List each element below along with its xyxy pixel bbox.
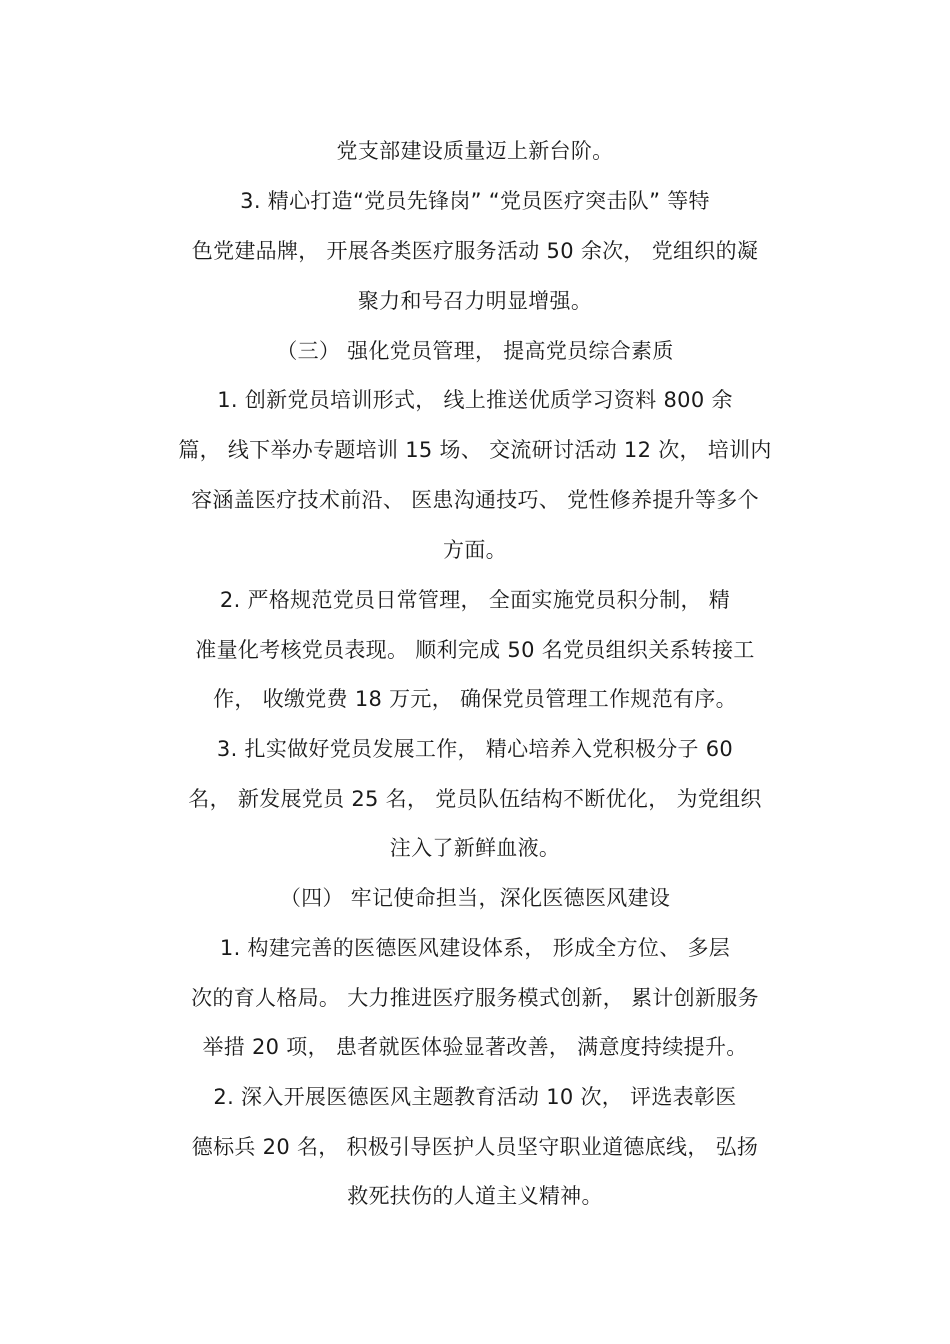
text-line: 党支部建设质量迈上新台阶。 bbox=[336, 139, 614, 163]
text-line: 作， 收缴党费 18 万元， 确保党员管理工作规范有序。 bbox=[213, 687, 737, 711]
text-line: 德标兵 20 名， 积极引导医护人员坚守职业道德底线， 弘扬 bbox=[191, 1135, 759, 1159]
text-line: 准量化考核党员表现。 顺利完成 50 名党员组织关系转接工 bbox=[195, 638, 755, 662]
text-line: 注入了新鲜血液。 bbox=[389, 836, 561, 860]
text-line: 色党建品牌， 开展各类医疗服务活动 50 余次， 党组织的凝 bbox=[191, 239, 759, 263]
section-heading: （三） 强化党员管理， 提高党员综合素质 bbox=[276, 339, 674, 363]
text-line: 名， 新发展党员 25 名， 党员队伍结构不断优化， 为党组织 bbox=[188, 787, 762, 811]
text-line: 2. 严格规范党员日常管理， 全面实施党员积分制， 精 bbox=[219, 588, 731, 612]
text-line: 容涵盖医疗技术前沿、 医患沟通技巧、 党性修养提升等多个 bbox=[191, 488, 759, 512]
text-line: 3. 扎实做好党员发展工作， 精心培养入党积极分子 60 bbox=[216, 737, 734, 761]
text-line: 举措 20 项， 患者就医体验显著改善， 满意度持续提升。 bbox=[202, 1035, 748, 1059]
section-heading: （四） 牢记使命担当，深化医德医风建设 bbox=[279, 886, 671, 910]
text-line: 聚力和号召力明显增强。 bbox=[357, 289, 593, 313]
text-line: 1. 创新党员培训形式， 线上推送优质学习资料 800 余 bbox=[217, 388, 733, 412]
text-line: 方面。 bbox=[443, 538, 507, 562]
text-line: 次的育人格局。 大力推进医疗服务模式创新， 累计创新服务 bbox=[191, 986, 759, 1010]
text-line: 篇， 线下举办专题培训 15 场、 交流研讨活动 12 次， 培训内 bbox=[178, 438, 772, 462]
text-line: 2. 深入开展医德医风主题教育活动 10 次， 评选表彰医 bbox=[213, 1085, 737, 1109]
text-line: 1. 构建完善的医德医风建设体系， 形成全方位、 多层 bbox=[219, 936, 731, 960]
text-line: 3. 精心打造“党员先锋岗” “党员医疗突击队” 等特 bbox=[240, 189, 710, 213]
text-line: 救死扶伤的人道主义精神。 bbox=[347, 1184, 603, 1208]
